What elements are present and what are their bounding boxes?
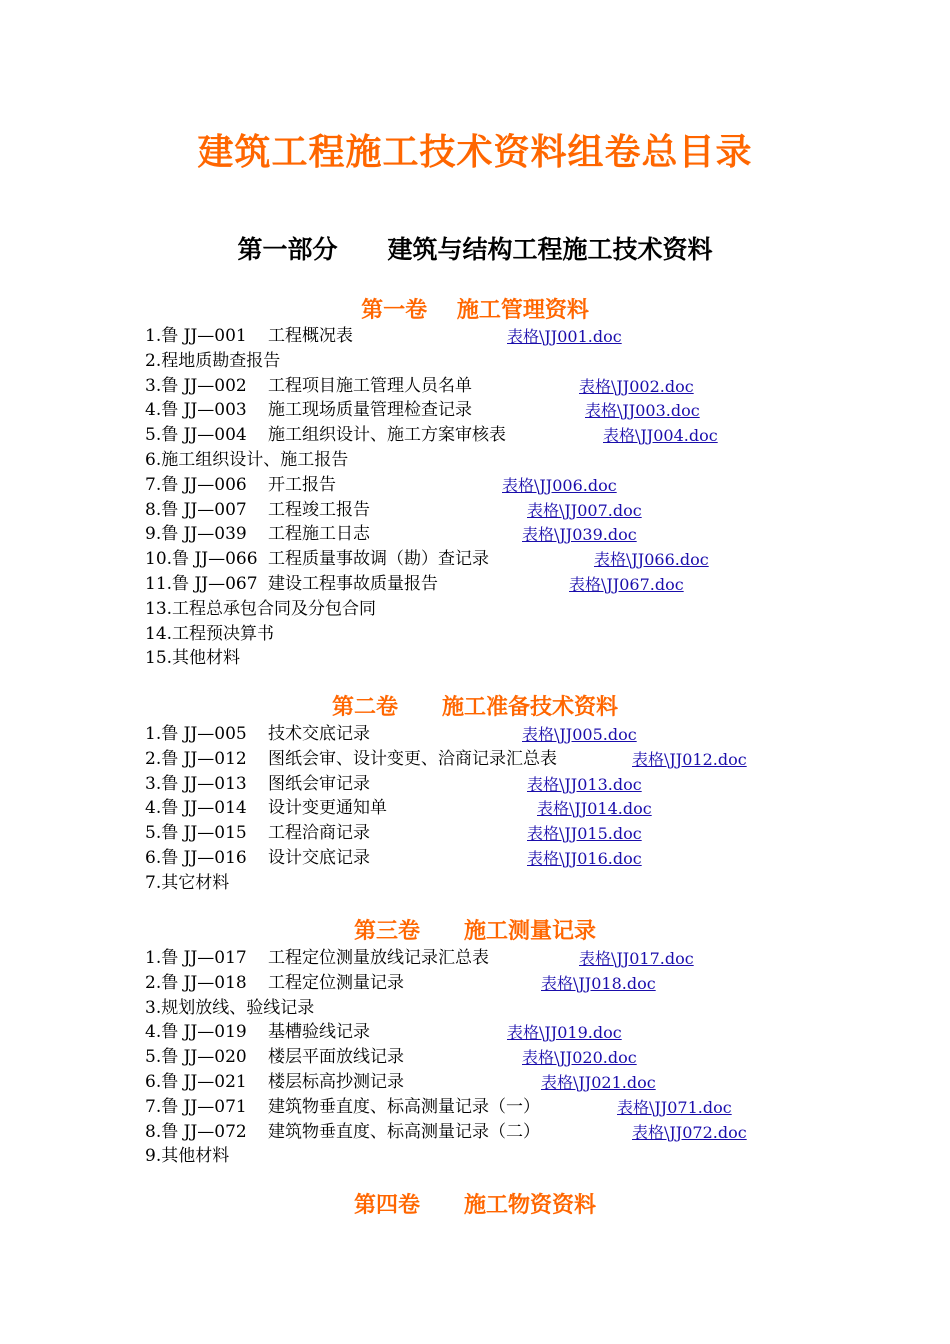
form-link[interactable]: 表格\JJ012.doc — [632, 749, 747, 769]
item-name: 建设工程事故质量报告 — [268, 574, 438, 594]
form-link[interactable]: 表格\JJ014.doc — [537, 799, 652, 819]
item-name: 图纸会审记录 — [268, 773, 370, 794]
item-name: 工程洽商记录 — [268, 823, 370, 844]
form-link[interactable]: 表格\JJ001.doc — [507, 327, 622, 346]
item-number: 3.鲁 JJ—013 — [145, 773, 247, 794]
item-name: 设计变更通知单 — [268, 798, 387, 819]
item-number: 7.其它材料 — [145, 872, 230, 893]
form-link[interactable]: 表格\JJ020.doc — [522, 1048, 637, 1068]
item-name: 楼层标高抄测记录 — [268, 1072, 404, 1092]
form-link[interactable]: 表格\JJ003.doc — [585, 401, 700, 421]
document-title: 建筑工程施工技术资料组卷总目录 — [197, 132, 753, 173]
form-link[interactable]: 表格\JJ067.doc — [569, 575, 684, 594]
item-number: 13.工程总承包合同及分包合同 — [145, 598, 377, 619]
item-name: 楼层平面放线记录 — [268, 1047, 404, 1068]
item-number: 7.鲁 JJ—071 — [145, 1096, 247, 1117]
item-number: 9.鲁 JJ—039 — [145, 524, 247, 545]
item-name: 施工组织设计、施工方案审核表 — [268, 425, 506, 446]
item-name: 设计交底记录 — [268, 848, 370, 868]
form-link[interactable]: 表格\JJ066.doc — [594, 550, 709, 570]
form-link[interactable]: 表格\JJ004.doc — [603, 426, 718, 446]
item-number: 2.鲁 JJ—012 — [145, 748, 247, 769]
part-heading: 第一部分 建筑与结构工程施工技术资料 — [237, 235, 713, 264]
item-number: 2.鲁 JJ—018 — [145, 972, 247, 993]
form-link[interactable]: 表格\JJ016.doc — [527, 849, 642, 868]
form-link[interactable]: 表格\JJ039.doc — [522, 525, 637, 545]
volume-heading: 第一卷 施工管理资料 — [361, 298, 589, 323]
item-name: 工程定位测量放线记录汇总表 — [268, 948, 489, 968]
item-name: 建筑物垂直度、标高测量记录（一） — [268, 1096, 540, 1117]
item-number: 5.鲁 JJ—004 — [145, 425, 247, 446]
form-link[interactable]: 表格\JJ019.doc — [507, 1023, 622, 1043]
item-name: 工程质量事故调（勘）查记录 — [268, 549, 489, 570]
form-link[interactable]: 表格\JJ017.doc — [579, 949, 694, 968]
item-name: 施工现场质量管理检查记录 — [268, 400, 472, 421]
item-number: 7.鲁 JJ—006 — [145, 474, 247, 495]
volume-heading: 第二卷 施工准备技术资料 — [331, 695, 618, 720]
item-number: 5.鲁 JJ—015 — [145, 823, 247, 844]
item-number: 3.鲁 JJ—002 — [145, 375, 247, 396]
item-name: 基槽验线记录 — [268, 1022, 370, 1043]
item-name: 图纸会审、设计变更、洽商记录汇总表 — [268, 748, 557, 769]
item-number: 1.鲁 JJ—017 — [145, 948, 247, 968]
form-link[interactable]: 表格\JJ007.doc — [527, 500, 642, 520]
item-number: 4.鲁 JJ—003 — [145, 400, 247, 421]
item-number: 6.鲁 JJ—016 — [145, 848, 247, 868]
item-number: 10.鲁 JJ—066 — [145, 549, 258, 570]
item-name: 技术交底记录 — [268, 724, 370, 744]
form-link[interactable]: 表格\JJ072.doc — [632, 1122, 747, 1142]
form-link[interactable]: 表格\JJ015.doc — [527, 824, 642, 844]
item-name: 工程竣工报告 — [268, 499, 370, 520]
item-number: 4.鲁 JJ—019 — [145, 1022, 247, 1043]
item-number: 15.其他材料 — [145, 648, 241, 669]
item-number: 1.鲁 JJ—001 — [145, 326, 247, 346]
item-number: 2.程地质勘查报告 — [145, 350, 281, 371]
item-name: 工程施工日志 — [268, 524, 370, 545]
item-number: 1.鲁 JJ—005 — [145, 724, 247, 744]
item-number: 8.鲁 JJ—007 — [145, 499, 247, 520]
item-number: 14.工程预决算书 — [145, 623, 275, 644]
item-number: 9.其他材料 — [145, 1146, 230, 1167]
item-number: 6.施工组织设计、施工报告 — [145, 450, 349, 470]
form-link[interactable]: 表格\JJ013.doc — [527, 774, 642, 794]
item-name: 建筑物垂直度、标高测量记录（二） — [268, 1121, 540, 1142]
item-number: 8.鲁 JJ—072 — [145, 1121, 247, 1142]
volume-heading: 第四卷 施工物资资料 — [353, 1193, 596, 1218]
form-link[interactable]: 表格\JJ018.doc — [541, 973, 656, 993]
item-name: 开工报告 — [268, 474, 336, 495]
form-link[interactable]: 表格\JJ006.doc — [502, 475, 617, 495]
item-name: 工程概况表 — [268, 326, 353, 346]
item-number: 4.鲁 JJ—014 — [145, 798, 247, 819]
volume-heading: 第三卷 施工测量记录 — [353, 919, 596, 944]
item-number: 5.鲁 JJ—020 — [145, 1047, 247, 1068]
item-number: 11.鲁 JJ—067 — [145, 574, 258, 594]
item-number: 3.规划放线、验线记录 — [145, 997, 315, 1018]
form-link[interactable]: 表格\JJ021.doc — [541, 1073, 656, 1092]
item-number: 6.鲁 JJ—021 — [145, 1072, 247, 1092]
form-link[interactable]: 表格\JJ071.doc — [617, 1097, 732, 1117]
form-link[interactable]: 表格\JJ002.doc — [579, 376, 694, 396]
form-link[interactable]: 表格\JJ005.doc — [522, 725, 637, 744]
item-name: 工程定位测量记录 — [268, 972, 404, 993]
item-name: 工程项目施工管理人员名单 — [268, 375, 472, 396]
